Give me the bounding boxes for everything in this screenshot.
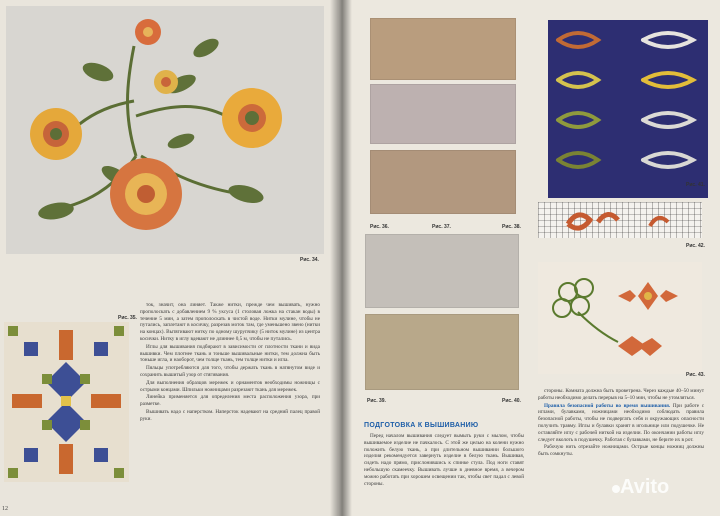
fabric-swatch-1: [370, 18, 516, 80]
floral-embroidery-image: [6, 6, 324, 254]
figure-label-36: Рис. 36.: [370, 224, 389, 230]
figure-label-41: Рис. 41.: [686, 182, 705, 188]
paragraph: Линейка применяется для определения места расположения узора, при разметке.: [140, 394, 320, 408]
watermark-dot-icon: [612, 485, 620, 493]
fabric-swatch-2: [370, 84, 516, 144]
right-col2-text: [538, 388, 704, 459]
figure-caption-top: Рис. 34.: [300, 257, 319, 263]
safety-subheading: Правила безопасной работы во время вышивания.: [544, 402, 671, 409]
left-page: [0, 0, 342, 516]
paragraph: Перед началом вышивания следует вымыть руки с мылом, чтобы вышиваемое изделие не пачкалось. С этой же целью на колени нужно положить белую ткань, а при длительном вышивании большого изделия рекомендуется завернуть изделие в белую ткань. Вышивая, сидеть надо прямо, прислонившись к спинке стула. Под ноги ставят небольшую скамеечку. Вышивать лучше в дневное время, а вечером можно работать при хорошем освещении так, чтобы свет падал с левой стороны.: [364, 433, 524, 487]
section-heading: ПОДГОТОВКА К ВЫШИВАНИЮ: [364, 422, 479, 429]
watermark-text: Avito: [620, 476, 670, 498]
paragraph-text: При работе с иглами, булавками, ножницами необходимо соблюдать правила безопасной работы, чтобы не подвергать себя и окружающих опасности получить травму. Иглы и булавки хранят в игольнице или подушечке. Не оставляйте иглу с рабочей ниткой на изделии. По окончании работы иглу следует вколоть в подушечку. Работая с булавками, не берите их в рот.: [538, 402, 704, 443]
figure-label-43: Рис. 43.: [686, 372, 705, 378]
stitch-grid-image: [538, 202, 702, 238]
paragraph: ток, значит, она линяет. Также нитки, прежде чем вышивать, нужно прополоскать с добавлением 9 % уксуса (1 столовая ложка на стакан воды) в течение 5 мин, а затем прополоскать в чистой воде. Нитки мулине, чтобы не путались, заплетают в косичку, разрезав моток там, где уменьшено звено (нитки на концах). Вытягивают нитку по одному шурупчику (5 ниток мулине) из центра косички. Нитку в иглу вдевают не длиннее 0,5 м, чтобы не путались.: [140, 302, 320, 342]
right-col1-text: [364, 433, 524, 488]
book-gutter: [330, 0, 352, 516]
paragraph: [538, 403, 704, 444]
left-page-text: [140, 302, 320, 424]
fabric-swatch-5: [365, 314, 519, 390]
avito-watermark: [610, 476, 669, 499]
paragraph: Иглы для вышивания подбирают в зависимости от плотности ткани и вида вышивки. Чем плотнее ткань и тоньше вышивальные нитки, тем должна быть тоньше игла, и наоборот, чем толще ткань, тем толще нитки и игла.: [140, 343, 320, 364]
page-number: 12: [2, 506, 8, 512]
figure-label-40: Рис. 40.: [502, 398, 521, 404]
yarn-skeins-image: [548, 20, 708, 198]
stitch-examples-image: [538, 262, 702, 374]
figure-label-38: Рис. 38.: [502, 224, 521, 230]
fabric-swatch-4: [365, 234, 519, 308]
cross-stitch-pattern-image: [4, 322, 129, 482]
paragraph: Рабочую нить отрезайте ножницами. Острые концы ножниц должны быть сомкнуты.: [538, 444, 704, 458]
paragraph: Для выполнения образцов мережек и орнаментов необходимы ножницы с острыми концами. Шпильки ножницами разрезают ткань для мережек.: [140, 379, 320, 393]
fabric-swatch-3: [370, 150, 516, 214]
paragraph: Вышивать надо с наперстком. Наперсток надевают на средний палец правой руки.: [140, 408, 320, 422]
paragraph: стороны. Комната должна быть проветрена. Через каждые 40–50 минут работы необходимо делать перерыв на 5–10 мин, чтобы не утомляться.: [538, 388, 704, 401]
figure-label-42: Рис. 42.: [686, 243, 705, 249]
figure-caption-pattern: Рис. 35.: [118, 315, 137, 321]
figure-label-39: Рис. 39.: [367, 398, 386, 404]
paragraph: Пяльцы употребляются для того, чтобы держать ткань в натянутом виде и сохранить вышитый узор от стягивания.: [140, 365, 320, 378]
figure-label-37: Рис. 37.: [432, 224, 451, 230]
